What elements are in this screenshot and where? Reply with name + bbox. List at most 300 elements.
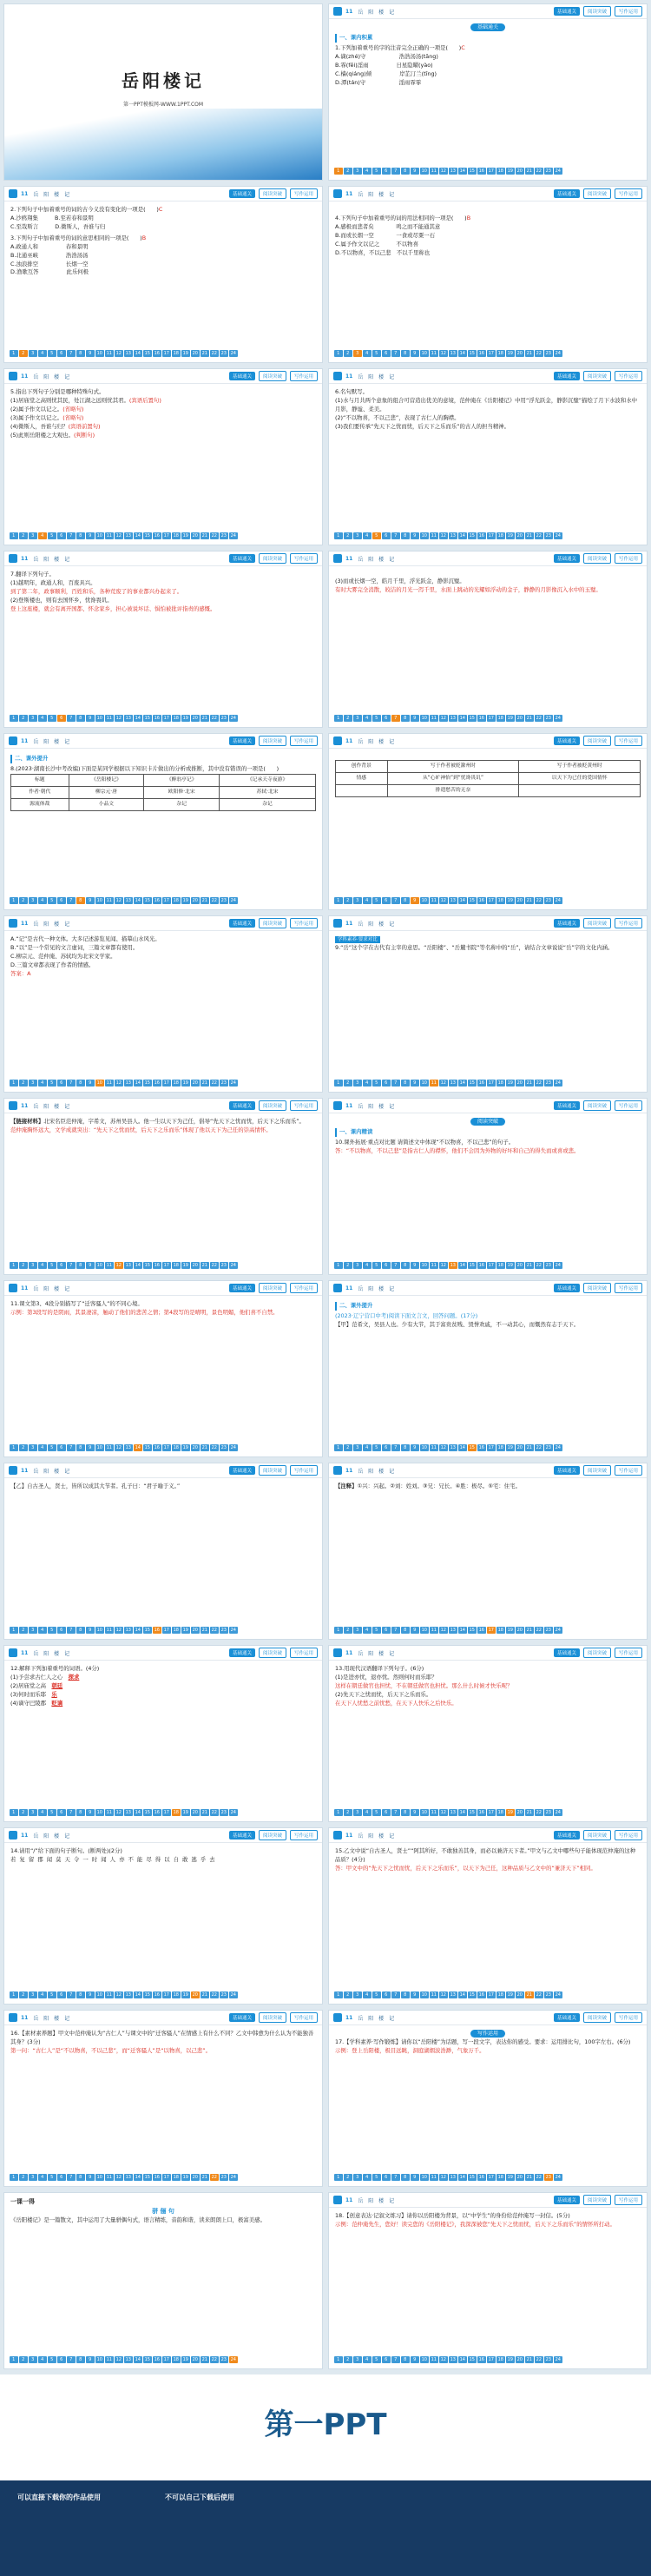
page-button[interactable]: 10 bbox=[421, 1809, 427, 1815]
page-button[interactable]: 6 bbox=[382, 1991, 391, 1999]
page-button[interactable]: 23 bbox=[220, 897, 227, 903]
page-button[interactable]: 7 bbox=[67, 350, 76, 358]
page-button[interactable]: 1 bbox=[334, 1080, 343, 1087]
nav-button-basic[interactable]: 基础通关 bbox=[554, 1284, 580, 1292]
page-button[interactable]: 17 bbox=[488, 1080, 494, 1086]
page-button[interactable]: 2 bbox=[344, 1444, 352, 1452]
page-button[interactable]: 8 bbox=[76, 532, 85, 540]
page-button[interactable]: 12 bbox=[440, 168, 446, 174]
page-button[interactable]: 23 bbox=[545, 1627, 551, 1633]
page-button[interactable]: 14 bbox=[459, 715, 465, 721]
page-button[interactable]: 13 bbox=[450, 532, 456, 538]
page-button[interactable]: 11 bbox=[106, 1262, 112, 1268]
page-button[interactable]: 2 bbox=[344, 1809, 352, 1817]
page-button[interactable]: 5 bbox=[372, 1262, 381, 1270]
page-button[interactable]: 9 bbox=[86, 1627, 95, 1635]
page-button[interactable]: 11 bbox=[431, 532, 437, 538]
page-button[interactable]: 14 bbox=[135, 1262, 141, 1268]
page-button[interactable]: 6 bbox=[382, 350, 391, 358]
page-button[interactable]: 23 bbox=[545, 1080, 551, 1086]
page-button[interactable]: 7 bbox=[67, 1627, 76, 1635]
page-button[interactable]: 20 bbox=[516, 1809, 523, 1815]
page-button[interactable]: 17 bbox=[163, 350, 169, 356]
page-button[interactable]: 5 bbox=[48, 2174, 56, 2182]
page-button[interactable]: 10 bbox=[421, 1080, 427, 1086]
page-button[interactable]: 9 bbox=[411, 168, 419, 175]
page-button[interactable]: 20 bbox=[516, 350, 523, 356]
page-button[interactable]: 11 bbox=[106, 532, 112, 538]
page-button[interactable]: 3 bbox=[29, 897, 37, 905]
page-button[interactable]: 23 bbox=[545, 897, 551, 903]
page-button[interactable]: 5 bbox=[48, 1262, 56, 1270]
page-button[interactable]: 7 bbox=[391, 350, 400, 358]
page-button[interactable]: 19 bbox=[507, 1080, 513, 1086]
page-button[interactable]: 24 bbox=[555, 1627, 561, 1633]
page-button[interactable]: 2 bbox=[19, 350, 28, 358]
page-button[interactable]: 4 bbox=[363, 1262, 372, 1270]
nav-button-writing[interactable]: 写作运用 bbox=[615, 1465, 642, 1476]
page-button[interactable]: 2 bbox=[19, 1991, 28, 1999]
page-button[interactable]: 18 bbox=[497, 2356, 503, 2362]
page-button[interactable]: 21 bbox=[201, 350, 207, 356]
page-button[interactable]: 6 bbox=[382, 2356, 391, 2364]
page-button[interactable]: 3 bbox=[353, 1444, 362, 1452]
page-button[interactable]: 6 bbox=[382, 1627, 391, 1635]
page-button[interactable]: 10 bbox=[96, 1080, 102, 1086]
nav-button-writing[interactable]: 写作运用 bbox=[615, 188, 642, 199]
page-button[interactable]: 3 bbox=[29, 350, 37, 358]
page-button[interactable]: 3 bbox=[29, 2356, 37, 2364]
page-button[interactable]: 3 bbox=[29, 1262, 37, 1270]
page-button[interactable]: 19 bbox=[507, 715, 513, 721]
nav-button-writing[interactable]: 写作运用 bbox=[615, 371, 642, 381]
page-button[interactable]: 13 bbox=[450, 1627, 456, 1633]
page-button[interactable]: 22 bbox=[536, 1809, 542, 1815]
page-button[interactable]: 9 bbox=[86, 1991, 95, 1999]
page-button[interactable]: 5 bbox=[48, 715, 56, 723]
page-button[interactable]: 4 bbox=[363, 1444, 372, 1452]
nav-button-writing[interactable]: 写作运用 bbox=[290, 1648, 318, 1658]
page-button[interactable]: 5 bbox=[48, 1444, 56, 1452]
page-button[interactable]: 4 bbox=[38, 532, 47, 540]
page-button[interactable]: 19 bbox=[182, 1444, 188, 1450]
page-button[interactable]: 21 bbox=[526, 2356, 532, 2362]
page-button[interactable]: 19 bbox=[182, 1080, 188, 1086]
page-button[interactable]: 11 bbox=[431, 1627, 437, 1633]
page-button[interactable]: 5 bbox=[48, 1991, 56, 1999]
page-button[interactable]: 20 bbox=[192, 715, 198, 721]
page-button[interactable]: 1 bbox=[334, 715, 343, 723]
page-button[interactable]: 17 bbox=[163, 1627, 169, 1633]
page-button[interactable]: 16 bbox=[478, 1080, 484, 1086]
page-button[interactable]: 10 bbox=[96, 2356, 102, 2362]
nav-button-writing[interactable]: 写作运用 bbox=[290, 188, 318, 199]
page-button[interactable]: 10 bbox=[96, 532, 102, 538]
page-button[interactable]: 12 bbox=[440, 1080, 446, 1086]
page-button[interactable]: 7 bbox=[391, 2356, 400, 2364]
nav-button-reading[interactable]: 阅读突破 bbox=[259, 918, 286, 928]
page-button[interactable]: 6 bbox=[382, 1809, 391, 1817]
page-button[interactable]: 1 bbox=[10, 715, 18, 723]
page-button[interactable]: 2 bbox=[344, 350, 352, 358]
page-button[interactable]: 14 bbox=[135, 2356, 141, 2362]
page-button[interactable]: 12 bbox=[440, 897, 446, 903]
page-button[interactable]: 12 bbox=[115, 1080, 122, 1086]
page-button[interactable]: 24 bbox=[230, 1080, 236, 1086]
page-button[interactable]: 13 bbox=[450, 2356, 456, 2362]
page-button[interactable]: 3 bbox=[29, 1627, 37, 1635]
page-button[interactable]: 15 bbox=[144, 1809, 150, 1815]
page-button[interactable]: 20 bbox=[516, 168, 523, 174]
page-button[interactable]: 23 bbox=[545, 1262, 551, 1268]
nav-button-reading[interactable]: 阅读突破 bbox=[583, 736, 611, 746]
page-button[interactable]: 23 bbox=[545, 350, 551, 356]
page-button[interactable]: 16 bbox=[478, 168, 484, 174]
page-button[interactable]: 19 bbox=[507, 2356, 513, 2362]
page-button[interactable]: 22 bbox=[211, 1809, 217, 1815]
page-button[interactable]: 2 bbox=[19, 715, 28, 723]
page-button[interactable]: 22 bbox=[536, 168, 542, 174]
page-button[interactable]: 21 bbox=[201, 1809, 207, 1815]
page-button[interactable]: 20 bbox=[192, 2356, 198, 2362]
page-button[interactable]: 5 bbox=[372, 715, 381, 723]
page-button[interactable]: 13 bbox=[125, 2356, 131, 2362]
page-button[interactable]: 7 bbox=[391, 532, 400, 540]
nav-button-writing[interactable]: 写作运用 bbox=[290, 736, 318, 746]
page-button[interactable]: 17 bbox=[163, 1991, 169, 1998]
page-button[interactable]: 22 bbox=[211, 1444, 217, 1450]
page-button[interactable]: 4 bbox=[38, 897, 47, 905]
page-button[interactable]: 23 bbox=[545, 1809, 551, 1815]
page-button[interactable]: 23 bbox=[545, 2174, 551, 2180]
page-button[interactable]: 6 bbox=[57, 715, 66, 723]
page-button[interactable]: 17 bbox=[163, 897, 169, 903]
page-button[interactable]: 8 bbox=[76, 1627, 85, 1635]
page-button[interactable]: 24 bbox=[555, 1809, 561, 1815]
page-button[interactable]: 24 bbox=[230, 715, 236, 721]
page-button[interactable]: 22 bbox=[536, 1262, 542, 1268]
nav-button-reading[interactable]: 阅读突破 bbox=[583, 553, 611, 564]
page-button[interactable]: 5 bbox=[48, 532, 56, 540]
page-button[interactable]: 8 bbox=[401, 1991, 410, 1999]
page-button[interactable]: 24 bbox=[555, 1444, 561, 1450]
page-button[interactable]: 23 bbox=[220, 1627, 227, 1633]
page-button[interactable]: 8 bbox=[401, 168, 410, 175]
page-button[interactable]: 21 bbox=[526, 897, 532, 903]
page-button[interactable]: 20 bbox=[516, 1080, 523, 1086]
page-button[interactable]: 1 bbox=[10, 1080, 18, 1087]
page-button[interactable]: 20 bbox=[192, 1262, 198, 1268]
page-button[interactable]: 18 bbox=[173, 897, 179, 903]
page-button[interactable]: 21 bbox=[526, 2174, 532, 2180]
page-button[interactable]: 22 bbox=[536, 1991, 542, 1998]
page-button[interactable]: 6 bbox=[382, 897, 391, 905]
page-button[interactable]: 20 bbox=[516, 2356, 523, 2362]
page-button[interactable]: 3 bbox=[353, 897, 362, 905]
page-button[interactable]: 22 bbox=[536, 350, 542, 356]
page-button[interactable]: 16 bbox=[154, 1262, 160, 1268]
page-button[interactable]: 20 bbox=[516, 715, 523, 721]
page-button[interactable]: 3 bbox=[353, 1080, 362, 1087]
page-button[interactable]: 2 bbox=[19, 2174, 28, 2182]
page-button[interactable]: 15 bbox=[144, 1080, 150, 1086]
page-button[interactable]: 4 bbox=[363, 168, 372, 175]
page-button[interactable]: 12 bbox=[440, 1444, 446, 1450]
page-button[interactable]: 19 bbox=[182, 2174, 188, 2180]
nav-button-writing[interactable]: 写作运用 bbox=[615, 1283, 642, 1293]
page-button[interactable]: 17 bbox=[163, 1809, 169, 1815]
page-button[interactable]: 3 bbox=[353, 1262, 362, 1270]
page-button[interactable]: 5 bbox=[372, 1809, 381, 1817]
page-button[interactable]: 2 bbox=[19, 897, 28, 905]
page-button[interactable]: 7 bbox=[67, 715, 76, 723]
page-button[interactable]: 13 bbox=[125, 1627, 131, 1633]
page-button[interactable]: 16 bbox=[154, 532, 160, 538]
page-button[interactable]: 13 bbox=[450, 1080, 456, 1086]
page-button[interactable]: 20 bbox=[516, 1444, 523, 1450]
page-button[interactable]: 20 bbox=[192, 1627, 198, 1633]
page-button[interactable]: 9 bbox=[411, 1080, 419, 1087]
page-button[interactable]: 13 bbox=[450, 1809, 456, 1815]
page-button[interactable]: 7 bbox=[67, 1444, 76, 1452]
page-button[interactable]: 9 bbox=[411, 2356, 419, 2364]
page-button[interactable]: 5 bbox=[372, 1991, 381, 1999]
page-button[interactable]: 4 bbox=[38, 350, 47, 358]
page-button[interactable]: 20 bbox=[192, 532, 198, 538]
page-button[interactable]: 22 bbox=[536, 715, 542, 721]
nav-button-reading[interactable]: 阅读突破 bbox=[259, 1465, 286, 1476]
page-button[interactable]: 18 bbox=[173, 1627, 179, 1633]
page-button[interactable]: 17 bbox=[488, 715, 494, 721]
page-button[interactable]: 17 bbox=[488, 350, 494, 356]
page-button[interactable]: 8 bbox=[401, 1262, 410, 1270]
nav-button-basic[interactable]: 基础通关 bbox=[229, 1831, 255, 1840]
nav-button-basic[interactable]: 基础通关 bbox=[554, 7, 580, 16]
page-button[interactable]: 11 bbox=[431, 897, 437, 903]
page-button[interactable]: 22 bbox=[211, 350, 217, 356]
page-button[interactable]: 10 bbox=[421, 2356, 427, 2362]
page-button[interactable]: 17 bbox=[488, 168, 494, 174]
page-button[interactable]: 9 bbox=[86, 2356, 95, 2364]
page-button[interactable]: 19 bbox=[507, 1627, 513, 1633]
page-button[interactable]: 10 bbox=[421, 897, 427, 903]
page-button[interactable]: 13 bbox=[125, 897, 131, 903]
page-button[interactable]: 18 bbox=[497, 715, 503, 721]
page-button[interactable]: 8 bbox=[76, 2356, 85, 2364]
page-button[interactable]: 24 bbox=[555, 168, 561, 174]
page-button[interactable]: 18 bbox=[173, 350, 179, 356]
page-button[interactable]: 22 bbox=[211, 532, 217, 538]
page-button[interactable]: 14 bbox=[459, 1444, 465, 1450]
nav-button-basic[interactable]: 基础通关 bbox=[229, 554, 255, 563]
page-button[interactable]: 3 bbox=[353, 168, 362, 175]
page-button[interactable]: 17 bbox=[163, 715, 169, 721]
page-button[interactable]: 19 bbox=[182, 715, 188, 721]
page-button[interactable]: 16 bbox=[154, 1627, 160, 1633]
page-button[interactable]: 14 bbox=[459, 168, 465, 174]
nav-button-basic[interactable]: 基础通关 bbox=[554, 1466, 580, 1475]
page-button[interactable]: 24 bbox=[230, 1991, 236, 1998]
page-button[interactable]: 10 bbox=[96, 350, 102, 356]
nav-button-writing[interactable]: 写作运用 bbox=[290, 918, 318, 928]
page-button[interactable]: 11 bbox=[431, 1080, 437, 1086]
page-button[interactable]: 11 bbox=[431, 2174, 437, 2180]
page-button[interactable]: 20 bbox=[516, 897, 523, 903]
page-button[interactable]: 5 bbox=[372, 1080, 381, 1087]
page-button[interactable]: 7 bbox=[67, 1262, 76, 1270]
page-button[interactable]: 21 bbox=[201, 532, 207, 538]
page-button[interactable]: 19 bbox=[507, 1809, 513, 1815]
page-button[interactable]: 2 bbox=[19, 1444, 28, 1452]
page-button[interactable]: 24 bbox=[555, 350, 561, 356]
page-button[interactable]: 8 bbox=[76, 1262, 85, 1270]
page-button[interactable]: 6 bbox=[382, 1080, 391, 1087]
page-button[interactable]: 11 bbox=[431, 1809, 437, 1815]
page-button[interactable]: 18 bbox=[173, 1080, 179, 1086]
page-button[interactable]: 13 bbox=[125, 1444, 131, 1450]
page-button[interactable]: 3 bbox=[29, 2174, 37, 2182]
page-button[interactable]: 21 bbox=[526, 1627, 532, 1633]
page-button[interactable]: 18 bbox=[173, 1991, 179, 1998]
page-button[interactable]: 6 bbox=[382, 2174, 391, 2182]
page-button[interactable]: 12 bbox=[115, 2174, 122, 2180]
page-button[interactable]: 24 bbox=[230, 2356, 236, 2362]
page-button[interactable]: 8 bbox=[76, 1080, 85, 1087]
page-button[interactable]: 14 bbox=[459, 350, 465, 356]
page-button[interactable]: 18 bbox=[497, 1444, 503, 1450]
page-button[interactable]: 10 bbox=[96, 897, 102, 903]
page-button[interactable]: 13 bbox=[450, 1444, 456, 1450]
page-button[interactable]: 9 bbox=[411, 532, 419, 540]
nav-button-writing[interactable]: 写作运用 bbox=[615, 2012, 642, 2023]
page-button[interactable]: 23 bbox=[545, 2356, 551, 2362]
page-button[interactable]: 11 bbox=[431, 1262, 437, 1268]
page-button[interactable]: 2 bbox=[19, 1262, 28, 1270]
page-button[interactable]: 2 bbox=[344, 1262, 352, 1270]
page-button[interactable]: 12 bbox=[440, 532, 446, 538]
page-button[interactable]: 6 bbox=[57, 1444, 66, 1452]
page-button[interactable]: 15 bbox=[144, 532, 150, 538]
page-button[interactable]: 22 bbox=[211, 1991, 217, 1998]
page-button[interactable]: 17 bbox=[488, 2356, 494, 2362]
page-button[interactable]: 3 bbox=[29, 1444, 37, 1452]
page-button[interactable]: 11 bbox=[106, 1444, 112, 1450]
page-button[interactable]: 12 bbox=[115, 1809, 122, 1815]
page-button[interactable]: 16 bbox=[478, 1809, 484, 1815]
page-button[interactable]: 9 bbox=[411, 2174, 419, 2182]
page-button[interactable]: 24 bbox=[230, 2174, 236, 2180]
page-button[interactable]: 5 bbox=[372, 1627, 381, 1635]
page-button[interactable]: 10 bbox=[421, 1991, 427, 1998]
page-button[interactable]: 12 bbox=[115, 1444, 122, 1450]
page-button[interactable]: 6 bbox=[57, 2356, 66, 2364]
nav-button-writing[interactable]: 写作运用 bbox=[290, 1100, 318, 1111]
nav-button-writing[interactable]: 写作运用 bbox=[615, 2195, 642, 2205]
page-button[interactable]: 1 bbox=[334, 1262, 343, 1270]
page-button[interactable]: 23 bbox=[220, 2356, 227, 2362]
nav-button-writing[interactable]: 写作运用 bbox=[615, 1648, 642, 1658]
page-button[interactable]: 7 bbox=[67, 897, 76, 905]
page-button[interactable]: 22 bbox=[211, 1262, 217, 1268]
page-button[interactable]: 2 bbox=[344, 897, 352, 905]
page-button[interactable]: 1 bbox=[334, 1627, 343, 1635]
page-button[interactable]: 18 bbox=[173, 715, 179, 721]
page-button[interactable]: 23 bbox=[545, 715, 551, 721]
page-button[interactable]: 19 bbox=[507, 1991, 513, 1998]
page-button[interactable]: 11 bbox=[106, 897, 112, 903]
page-button[interactable]: 4 bbox=[363, 1627, 372, 1635]
page-button[interactable]: 24 bbox=[230, 897, 236, 903]
page-button[interactable]: 15 bbox=[469, 1991, 475, 1998]
page-button[interactable]: 20 bbox=[192, 2174, 198, 2180]
page-button[interactable]: 22 bbox=[211, 897, 217, 903]
nav-button-reading[interactable]: 阅读突破 bbox=[259, 1100, 286, 1111]
page-button[interactable]: 10 bbox=[421, 715, 427, 721]
page-button[interactable]: 20 bbox=[192, 1809, 198, 1815]
page-button[interactable]: 8 bbox=[76, 1444, 85, 1452]
page-button[interactable]: 8 bbox=[401, 2356, 410, 2364]
page-button[interactable]: 15 bbox=[469, 1080, 475, 1086]
page-button[interactable]: 3 bbox=[29, 532, 37, 540]
page-button[interactable]: 2 bbox=[344, 532, 352, 540]
page-button[interactable]: 4 bbox=[363, 1991, 372, 1999]
page-button[interactable]: 13 bbox=[125, 1809, 131, 1815]
nav-button-reading[interactable]: 阅读突破 bbox=[583, 918, 611, 928]
nav-button-basic[interactable]: 基础通关 bbox=[554, 919, 580, 928]
page-button[interactable]: 17 bbox=[163, 532, 169, 538]
page-button[interactable]: 4 bbox=[363, 2356, 372, 2364]
page-button[interactable]: 24 bbox=[230, 1262, 236, 1268]
page-button[interactable]: 4 bbox=[38, 1444, 47, 1452]
page-button[interactable]: 12 bbox=[440, 1809, 446, 1815]
page-button[interactable]: 7 bbox=[67, 1080, 76, 1087]
page-button[interactable]: 18 bbox=[173, 532, 179, 538]
nav-button-reading[interactable]: 阅读突破 bbox=[259, 553, 286, 564]
nav-button-basic[interactable]: 基础通关 bbox=[229, 736, 255, 745]
page-button[interactable]: 15 bbox=[144, 1444, 150, 1450]
page-button[interactable]: 7 bbox=[67, 1991, 76, 1999]
page-button[interactable]: 11 bbox=[106, 1627, 112, 1633]
page-button[interactable]: 16 bbox=[154, 350, 160, 356]
page-button[interactable]: 14 bbox=[459, 2174, 465, 2180]
page-button[interactable]: 20 bbox=[192, 350, 198, 356]
page-button[interactable]: 21 bbox=[526, 532, 532, 538]
nav-button-reading[interactable]: 阅读突破 bbox=[259, 371, 286, 381]
page-button[interactable]: 6 bbox=[57, 2174, 66, 2182]
page-button[interactable]: 9 bbox=[411, 715, 419, 723]
page-button[interactable]: 11 bbox=[106, 2356, 112, 2362]
page-button[interactable]: 9 bbox=[86, 2174, 95, 2182]
page-button[interactable]: 7 bbox=[391, 168, 400, 175]
page-button[interactable]: 12 bbox=[115, 532, 122, 538]
page-button[interactable]: 21 bbox=[201, 1262, 207, 1268]
page-button[interactable]: 9 bbox=[411, 350, 419, 358]
page-button[interactable]: 21 bbox=[526, 1991, 532, 1998]
page-button[interactable]: 24 bbox=[555, 2356, 561, 2362]
page-button[interactable]: 11 bbox=[106, 1080, 112, 1086]
page-button[interactable]: 1 bbox=[10, 350, 18, 358]
page-button[interactable]: 3 bbox=[29, 715, 37, 723]
nav-button-basic[interactable]: 基础通关 bbox=[554, 2196, 580, 2204]
page-button[interactable]: 15 bbox=[469, 1444, 475, 1450]
page-button[interactable]: 15 bbox=[144, 1627, 150, 1633]
page-button[interactable]: 12 bbox=[440, 2174, 446, 2180]
nav-button-writing[interactable]: 写作运用 bbox=[615, 6, 642, 17]
page-button[interactable]: 7 bbox=[391, 1080, 400, 1087]
page-button[interactable]: 7 bbox=[391, 1991, 400, 1999]
nav-button-reading[interactable]: 阅读突破 bbox=[583, 1648, 611, 1658]
nav-button-basic[interactable]: 基础通关 bbox=[229, 372, 255, 380]
